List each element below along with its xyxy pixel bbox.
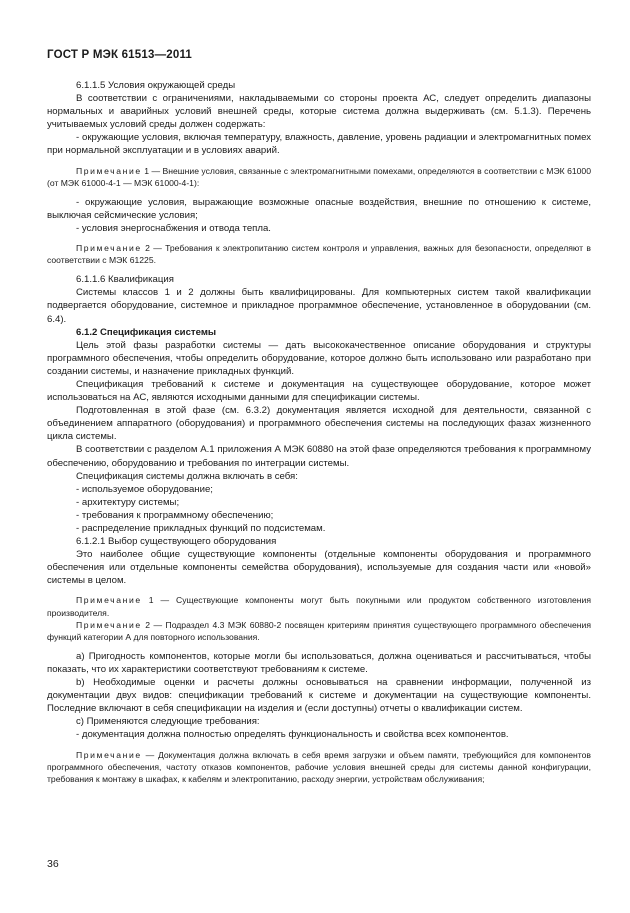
body-paragraph: b) Необходимые оценки и расчеты должны основываться на сравнении информации, полученной из документации двух видов: спецификации требований к системе и документации на существующие компоненты. Последние включают в себя спецификации на изделия и (если доступны) отчеты о квалификации систем. xyxy=(47,677,591,715)
note-text: 1 — Внешние условия, связанные с электромагнитными помехами, определяются в соответствии с МЭК 61000 (от МЭК 61000-4-1 — МЭК 61000-4-1): xyxy=(47,165,591,188)
body-paragraph: - окружающие условия, включая температуру, влажность, давление, уровень радиации и электромагнитных помех при нормальной эксплуатации и в условиях аварий. xyxy=(47,132,591,157)
body-paragraph: - используемое оборудование; xyxy=(76,483,213,495)
body-paragraph: а) Пригодность компонентов, которые могли бы использоваться, должна оцениваться и рассчитываться, чтобы показать, что их характеристики соответствуют требованиям к системе. xyxy=(47,650,591,675)
page-number: 36 xyxy=(47,858,59,870)
note-label: Примечание xyxy=(76,749,142,760)
note-text: 1 — Существующие компоненты могут быть покупными или продуктом собственного изготовления производителя. xyxy=(47,595,591,618)
spacer xyxy=(47,158,591,165)
spacer xyxy=(47,587,591,594)
body-paragraph: 6.1.1.5 Условия окружающей среды xyxy=(76,80,236,91)
body-paragraph: Цель этой фазы разработки системы — дать высококачественное описание оборудования и структуры программного обеспечения, чтобы определить оборудование, которое должно быть использовано или разработано при создании системы, и назначение прикладных функций. xyxy=(47,339,591,377)
body-paragraph: В соответствии с разделом А.1 приложения А МЭК 60880 на этой фазе определяются требования к программному обеспечению, оборудованию и требования по интеграции системы. xyxy=(47,444,591,469)
body-paragraph: 6.1.2.1 Выбор существующего оборудования xyxy=(76,536,277,548)
note-label: Примечание xyxy=(76,619,142,630)
body-paragraph: Это наиболее общие существующие компоненты (отдельные компоненты оборудования и программного обеспечения или отдельные компоненты семейства оборудования), используемые для создания части или «новой» системы в целом. xyxy=(47,549,591,587)
body-paragraph: Подготовленная в этой фазе (см. 6.3.2) документация является исходной для деятельности, связанной с объединением аппаратного (оборудования) и программного обеспечения системы на последующих фазах жизненного цикла системы. xyxy=(47,405,591,443)
spacer xyxy=(47,643,591,650)
body-paragraph: - требования к программному обеспечению; xyxy=(76,509,274,521)
body-paragraph: - условия энергоснабжения и отвода тепла. xyxy=(76,222,271,234)
spacer xyxy=(47,742,591,749)
note-paragraph xyxy=(47,242,591,266)
note-label: Примечание xyxy=(76,243,142,254)
note-text: — Документация должна включать в себя время загрузки и объем памяти, требующийся для компонентов программного обеспечения, частоту отказов компонентов, рабочие условия внешней среды для системы данной конфигурации, требования к монтажу в шкафах, к кабелям и электропитанию, расходу энергии, устройствам обслуживания; xyxy=(47,749,591,784)
body-paragraph: - архитектуру системы; xyxy=(76,496,180,508)
note-paragraph xyxy=(47,749,591,785)
note-text: 2 — Подраздел 4.3 МЭК 60880-2 посвящен критериям принятия существующего программного обеспечения функций категории А для повторного использования. xyxy=(47,619,591,642)
note-label: Примечание xyxy=(76,595,142,606)
body-paragraph: Системы классов 1 и 2 должны быть квалифицированы. Для компьютерных систем такой квалификации подвергается оборудование, системное и прикладное программное обеспечение, установленное в оборудовании (см. 6.4). xyxy=(47,287,591,325)
body-paragraph: Спецификация требований к системе и документация на существующее оборудование, которое может использоваться на АС, являются исходными данными для спецификации системы. xyxy=(47,378,591,404)
note-text: 2 — Требования к электропитанию систем контроля и управления, важных для безопасности, определяют в соответствии с МЭК 61225. xyxy=(47,243,591,266)
spacer xyxy=(47,189,591,196)
note-label: Примечание xyxy=(76,165,142,176)
body-paragraph: - документация должна полностью определять функциональность и свойства всех компонентов. xyxy=(76,729,509,741)
body-paragraph: с) Применяются следующие требования: xyxy=(76,716,260,728)
body-paragraph: - распределение прикладных функций по подсистемам. xyxy=(76,523,326,534)
spacer xyxy=(47,235,591,242)
spacer xyxy=(47,266,591,273)
body-paragraph: Спецификация системы должна включать в себя: xyxy=(76,470,298,482)
note-paragraph xyxy=(47,165,591,189)
body-paragraph: 6.1.1.6 Квалификация xyxy=(76,274,174,286)
section-heading: 6.1.2 Спецификация системы xyxy=(76,326,217,338)
note-paragraph xyxy=(47,594,591,618)
body-paragraph: В соответствии с ограничениями, накладываемыми со стороны проекта АС, следует определить диапазоны нормальных и аварийных условий внешней среды, которые система должна выдерживать (см. 5.1.3). Перечень учитываемых условий среды должен содержать: xyxy=(47,93,591,131)
page-header: ГОСТ Р МЭК 61513—2011 xyxy=(47,49,193,61)
document-body xyxy=(47,79,591,785)
note-paragraph xyxy=(47,619,591,643)
body-paragraph: - окружающие условия, выражающие возможные опасные воздействия, внешние по отношению к системе, выключая сейсмические условия; xyxy=(47,196,591,221)
